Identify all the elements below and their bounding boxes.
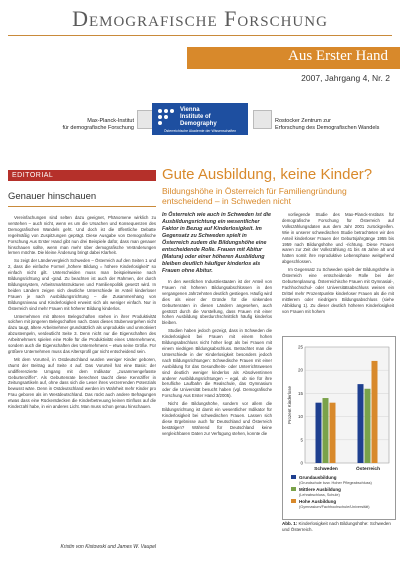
- institution-logos: [0, 100, 400, 152]
- legend-swatch: [291, 499, 296, 503]
- editorial-heading: Genauer hinschauen: [8, 191, 97, 202]
- article-paragraph: vorliegende Studie des Max-Planck-Instituts für demografische Forschung für Österreich auf Volkszählungsdaten aus dem Jahr 2001 zurückgreifen. Wie in unserer schwedischen Studie betrachteten wir den Anteil kinderloser Frauen der Geburtsjahrgänge 1955 bis 1959 nach Bildungshöhe und -richtung. Diese Frauen waren zur Zeit der Volkszählung 41 bis 46 Jahre alt und hatten somit ihre reproduktive Lebensphase weitgehend abgeschlossen.: [282, 212, 394, 265]
- y-tick-label: 0: [300, 460, 303, 466]
- vid-logo: Vienna Institute of Demography Österreichische Akademie der Wissenschaften: [152, 103, 248, 135]
- rostock-logo-icon: [253, 110, 272, 129]
- y-tick-label: 20: [297, 367, 303, 373]
- x-tick-label: Österreich: [356, 467, 380, 472]
- legend-label: Mittlere Ausbildung: [299, 487, 341, 492]
- rostock-name: Rostocker Zentrum zur Erforschung des Demografischen Wandels: [275, 118, 380, 131]
- vid-dots-icon: [156, 107, 176, 127]
- issue-info: 2007, Jahrgang 4, Nr. 2: [301, 73, 390, 83]
- bar: [323, 398, 329, 463]
- editorial-tag: EDITORIAL: [8, 170, 156, 181]
- editorial-divider: [8, 206, 156, 207]
- y-tick-label: 25: [297, 344, 303, 350]
- bar: [365, 389, 371, 463]
- mpi-name: Max-Planck-Institut für demografische Forschung: [62, 118, 134, 131]
- legend-label: Grundausbildung: [299, 475, 337, 480]
- subtitle-banner: [187, 47, 400, 69]
- bar-chart: [282, 336, 396, 520]
- editorial-paragraph: Mit dem Vorurteil, in Ostdeutschland wurden weniger Kinder geboren, räumt der Beitrag auf Seite 4 auf. Das Vorurteil hat eine Basis: der undifferenzierte Umgang mit dem Indikator „zusammengefasste Geburtenziffer“. Als Geburtenrate berechnet taucht diese Kennziffer in Zeitungsartikeln auf, ohne dass sich die Leser ihres verzerrenden Potenzials bewusst wäre. Denn in Ostdeutschland werden im Wahrheit mehr Kinder pro Frau geboren als im Westdeutschland. Das rückt auch andere Befragungen etwas dass eine Rückentdecken die Kinderbetreuung keinen Einfluss auf die Kinderzahl habe, in ein anderes Licht. Man muss schon genau hinschauen.: [8, 356, 156, 410]
- article-headline: Gute Ausbildung, keine Kinder?: [162, 166, 373, 183]
- editorial-body: [8, 215, 156, 410]
- publication-title: Demografische Forschung: [72, 6, 328, 31]
- y-tick-label: 5: [300, 437, 303, 443]
- legend-sublabel: (Lehrabschluss, Schule): [299, 493, 340, 497]
- editorial-paragraph: Vereinfachungen sind selten dazu geeignet, Phänomene wirklich zu verstehen – auch nicht, wenn es um die Ursachen und Konsequenzen des Demografischen Wandels geht. Und doch ist die öffentliche Debatte regelmäßig von Zuspitzungen geprägt. Diese Ausgabe von Demografische Forschung Aus Erster Hand gibt nun drei Beispiele dafür, dass man genauer hinschauen sollte, wenn man mehr über demografische Veränderungen lernen möchte. Die kleine Änderung bringt dabei Klarheit.: [8, 215, 156, 256]
- legend-swatch: [291, 475, 296, 479]
- article-paragraph: Im Gegensatz zu Schweden spielt der Bildungshöhe in Österreich eine entscheidende Rolle bei der Geburtenplanung. Österreichische Frauen mit Gymnasial-, Fachhochschul- oder Universitätsabschluss weisen ein Drittel mehr Prozentpunkte kinderloser Frauen als die mit mittlerem oder niedrigem Bildungsabschluss (siehe Abbildung 1). Zu dieser deutlich höheren Kinderlosigkeit von Frauen mit hohem: [282, 267, 394, 314]
- title-divider: [8, 35, 392, 36]
- legend-sublabel: (Grundschule bzw. Hoher Pflegeabschluss): [299, 481, 372, 485]
- bar: [330, 403, 336, 463]
- chart-svg: [283, 337, 395, 519]
- legend-swatch: [291, 487, 296, 491]
- legend-label: Hohe Ausbildung: [299, 499, 337, 504]
- chart-caption: Abb. 1: Kinderlosigkeit nach Bildungshöhe: Schweden und Österreich.: [282, 521, 391, 532]
- article-paragraph: Nicht die Bildungshöhe, sondern vor allem die Bildungsrichtung ist damit ein wesentlicher Indikator für Kinderlosigkeit bei schwedischen Frauen. Lassen sich diese Ergebnisse auch für Deutschland und Österreich bestätigen? Während für Deutschland keine vergleichbaren Daten zur Verfügung stehen, konnte die: [162, 401, 272, 436]
- bar: [372, 361, 378, 463]
- editorial-paragraph: So zeigt der Ländervergleich Schweden – Österreich auf den Seiten 1 und 2, dass die einfache Formel „höhere Bildung = höhere Kinderlosigkeit“ so einfach nicht gilt. Unterscheiden muss man beispielsweise nach Bildungsrichtung und -grad. Zu beachten ist auch der Rahmen, der durch Bildungssystem, Arbeitsmarktstrukturen und Familienpolitik gesetzt wird. In beiden Ländern zeigen sich deutliche Unterschiede im Anteil kinderloser Frauen je nach Ausbildungsrichtung – die Zusammenhang von Bildungsniveau und Kinderlosigkeit erweist sich als weniger einfach. Nur in Österreich sind mehr Frauen mit höherer Bildung kinderlos.: [8, 258, 156, 311]
- masthead: [0, 0, 400, 87]
- x-tick-label: Schweden: [314, 467, 338, 472]
- legend-sublabel: (Gymnasium/Fachhochschule/Universität): [299, 505, 370, 509]
- editorial-column: [8, 170, 156, 412]
- article-paragraph: In den westlichen Industriestaaten ist der Anteil von Frauen mit höheren Bildungsabschlüssen in den vergangenen Jahrzehnten deutlich gestiegen. Häufig wird dies als einer der Gründe für die sinkenden Geburtenraten in diesen Ländern angesehen, auch gestützt durch die Vorstellung, dass Frauen mit einer hohen Ausbildung überdurchschnittlich häufig kinderlos bleiben.: [162, 279, 272, 326]
- article-column-2: [282, 212, 394, 316]
- y-tick-label: 15: [297, 390, 303, 396]
- bar: [358, 384, 364, 463]
- article-column-1: [162, 212, 272, 439]
- bar: [316, 403, 322, 463]
- editorial-signature: Kristin von Kistowski und James W. Vaupel: [60, 544, 156, 550]
- article-subheadline: Bildungshöhe in Österreich für Familiengründung entscheidend – in Schweden nicht: [162, 186, 347, 206]
- editorial-paragraph: Unternehmen mit älteren Belegschaften stehen in ihrer Produktivität solchen mit jüngeren Belegschaften nach. Dass dieses Stubenvorgehen nicht dazu taugt, ältere Arbeitnehmer grundsätzlich als unproduktiv und unmotiviert abzustempeln, verdeutlicht Seite 3. Denn nicht nur die Eigenschaften des Arbeitnehmers spielen eine Rolle für die Produktivität eines Unternehmens, sondern auch die Eigenschaften des Unternehmens – etwa seine Größe. Für größere Unternehmen muss das Altersprofil gar nicht entscheidend sein.: [8, 313, 156, 354]
- article-lead: In Österreich wie auch in Schweden ist die Ausbildungsrichtung ein wesentlicher Faktor in Bezug auf Kinderlosigkeit. Im Gegensatz zu Schweden spielt in Österreich zudem die Bildungshöhe eine entscheidende Rolle. Frauen mit Abitur (Matura) oder einer höheren Ausbildung bleiben deutlich häufiger kinderlos als Frauen ohne Abitur.: [162, 212, 272, 274]
- y-axis-label: Prozent Kinderlose: [287, 385, 292, 425]
- article-paragraph: Studien haben jedoch gezeigt, dass in Schweden die Kinderlosigkeit bei Frauen mit einem hohen Bildungsabschluss nicht höher liegt als bei Frauen mit einem niedrigen Bildungsabschluss. Betrachtet man die Unterschiede in der Kinderlosigkeit besonders jedoch nach Bildungsrichtungen: Schwedische Frauen mit einer Ausbildung für das Gesundheits- oder Unterrichtswesen sind deutlich weniger kinderlos als Absolventinnen anderer Ausbildungsrichtungen – egal, ob sie für ihre berufliche Laufbahn die Realschule, das Gymnasium oder die Universität besucht haben (vgl. Demografische Forschung Aus Erster Hand 3/2005).: [162, 328, 272, 399]
- subtitle-text: Aus Erster Hand: [288, 48, 388, 64]
- y-tick-label: 10: [297, 414, 303, 420]
